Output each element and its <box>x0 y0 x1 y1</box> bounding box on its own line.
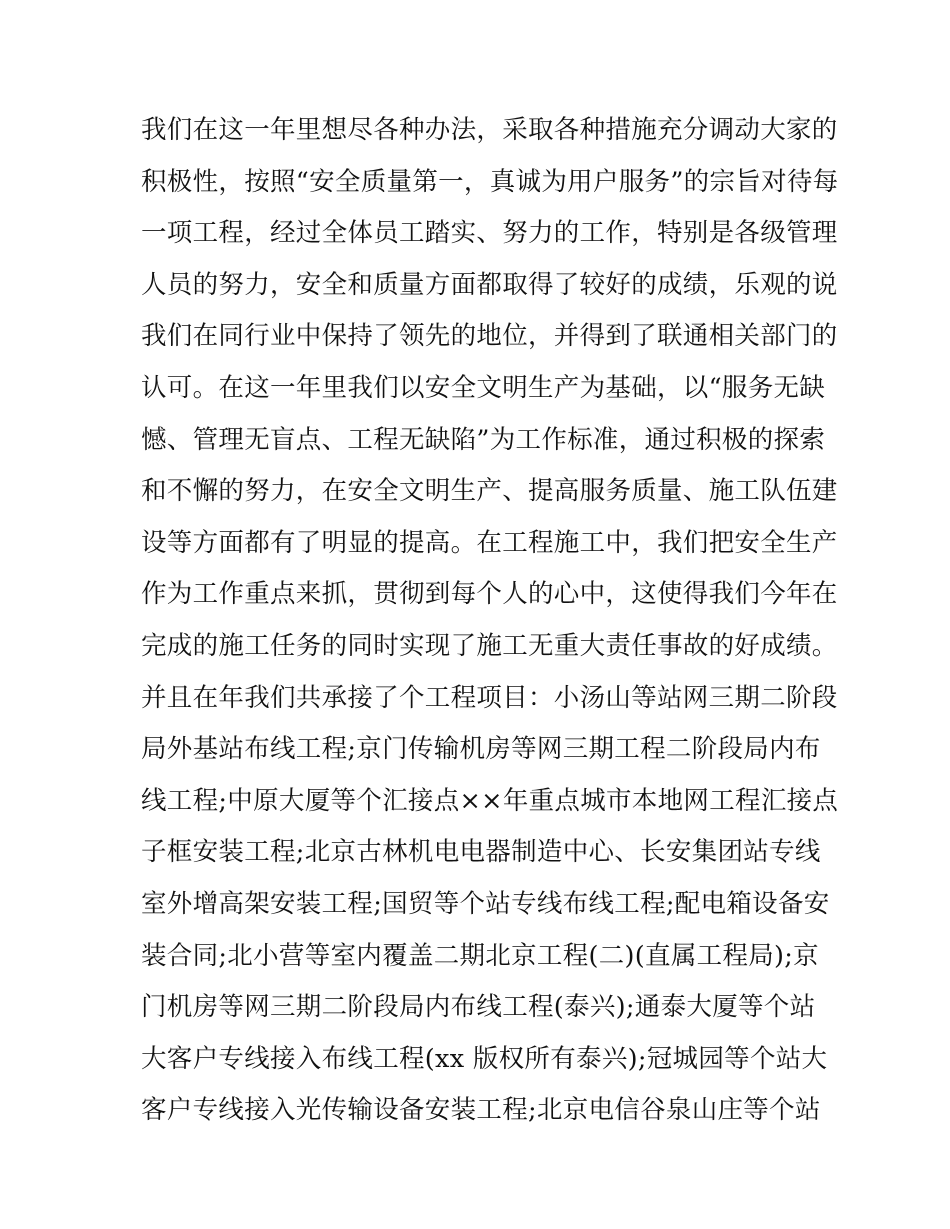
text-line: 作为工作重点来抓，贯彻到每个人的心中，这使得我们今年在 <box>141 579 838 610</box>
text-line: 我们在同行业中保持了领先的地位，并得到了联通相关部门的 <box>141 321 838 352</box>
body-paragraph <box>141 109 839 1141</box>
text-line: 并且在年我们共承接了个工程项目：小汤山等站网三期二阶段 <box>141 682 838 713</box>
text-line: 和不懈的努力，在安全文明生产、提高服务质量、施工队伍建 <box>141 476 838 507</box>
text-line: 大客户专线接入布线工程(xx 版权所有泰兴);冠城园等个站大 <box>141 1043 828 1074</box>
text-line: 子框安装工程;北京古林机电电器制造中心、长安集团站专线 <box>141 837 821 868</box>
text-line: 认可。在这一年里我们以安全文明生产为基础，以“服务无缺 <box>141 372 826 403</box>
text-line: 室外增高架安装工程;国贸等个站专线布线工程;配电箱设备安 <box>141 888 830 919</box>
text-line: 我们在这一年里想尽各种办法，采取各种措施充分调动大家的 <box>141 115 838 145</box>
text-line: 门机房等网三期二阶段局内布线工程(泰兴);通泰大厦等个站 <box>141 992 816 1023</box>
text-line: 客户专线接入光传输设备安装工程;北京电信谷泉山庄等个站 <box>141 1095 821 1126</box>
text-line: 设等方面都有了明显的提高。在工程施工中，我们把安全生产 <box>141 527 838 558</box>
text-line: 装合同;北小营等室内覆盖二期北京工程(二)(直属工程局);京 <box>141 940 819 971</box>
text-line: 人员的努力，安全和质量方面都取得了较好的成绩，乐观的说 <box>141 269 838 300</box>
text-line: 线工程;中原大厦等个汇接点××年重点城市本地网工程汇接点 <box>141 785 839 816</box>
text-line: 积极性，按照“安全质量第一，真诚为用户服务”的宗旨对待每 <box>141 166 839 197</box>
text-line: 憾、管理无盲点、工程无缺陷”为工作标准，通过积极的探索 <box>141 424 826 455</box>
text-line: 局外基站布线工程;京门传输机房等网三期工程二阶段局内布 <box>141 734 821 765</box>
text-line: 完成的施工任务的同时实现了施工无重大责任事故的好成绩。 <box>141 630 838 661</box>
text-line: 一项工程，经过全体员工踏实、努力的工作，特别是各级管理 <box>141 218 838 249</box>
